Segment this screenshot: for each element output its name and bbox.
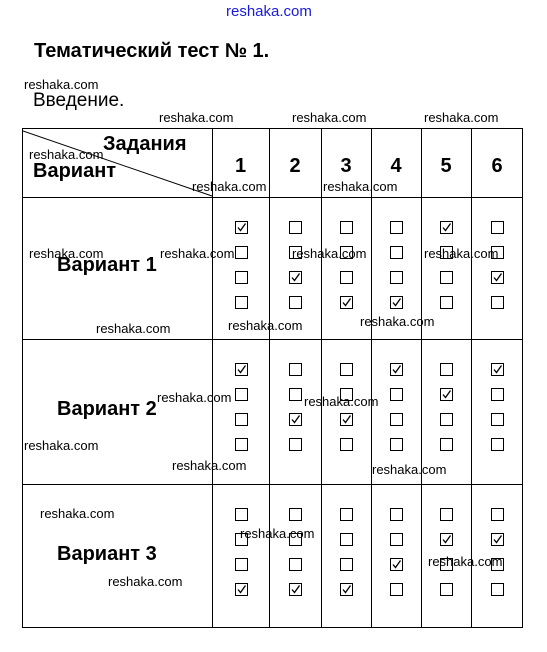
checkbox-empty[interactable] [390,388,403,401]
checkmark-icon [290,414,301,425]
checkmark-icon [492,272,503,283]
watermark-text: reshaka.com [108,574,183,589]
checkbox-empty[interactable] [289,508,302,521]
checkbox-empty[interactable] [440,583,453,596]
checkbox-checked[interactable] [235,221,248,234]
checkbox-empty[interactable] [440,296,453,309]
checkbox-empty[interactable] [235,246,248,259]
checkbox-checked[interactable] [491,271,504,284]
checkmark-icon [236,222,247,233]
checkbox-checked[interactable] [235,583,248,596]
checkbox-checked[interactable] [491,363,504,376]
checkbox-checked[interactable] [340,296,353,309]
checkbox-empty[interactable] [235,558,248,571]
checkbox-empty[interactable] [491,508,504,521]
answers-table [22,128,523,628]
variant-label-2: Вариант 2 [57,397,157,420]
checkbox-checked[interactable] [390,363,403,376]
column-divider [421,129,422,627]
column-divider [321,129,322,627]
variant-label-1: Вариант 1 [57,254,157,276]
watermark-text: reshaka.com [29,246,104,261]
watermark-text: reshaka.com [323,179,398,194]
checkmark-icon [236,584,247,595]
watermark-text: reshaka.com [96,321,171,336]
checkbox-checked[interactable] [390,558,403,571]
checkbox-empty[interactable] [340,558,353,571]
column-divider [371,129,372,627]
watermark-text: reshaka.com [159,110,234,125]
checkbox-checked[interactable] [289,413,302,426]
checkbox-empty[interactable] [440,271,453,284]
checkbox-checked[interactable] [289,271,302,284]
checkbox-empty[interactable] [491,221,504,234]
checkbox-empty[interactable] [390,413,403,426]
checkbox-empty[interactable] [235,271,248,284]
checkbox-checked[interactable] [440,533,453,546]
checkbox-empty[interactable] [289,388,302,401]
checkmark-icon [290,272,301,283]
checkbox-empty[interactable] [390,438,403,451]
column-number-2: 2 [289,155,301,177]
checkmark-icon [290,584,301,595]
header-variant-label: Вариант [33,160,117,182]
checkbox-empty[interactable] [390,271,403,284]
column-number-4: 4 [390,155,402,177]
checkbox-empty[interactable] [289,363,302,376]
page-title: Тематический тест № 1. [34,40,270,62]
watermark-text: reshaka.com [292,246,367,261]
column-number-6: 6 [491,155,503,177]
watermark-text: reshaka.com [428,554,503,569]
row-divider [23,484,522,485]
checkbox-empty[interactable] [289,438,302,451]
checkbox-empty[interactable] [491,413,504,426]
watermark-text: reshaka.com [292,110,367,125]
checkbox-empty[interactable] [491,438,504,451]
checkmark-icon [492,364,503,375]
checkbox-empty[interactable] [235,508,248,521]
checkmark-icon [441,534,452,545]
column-number-3: 3 [340,155,352,177]
checkbox-empty[interactable] [235,438,248,451]
checkmark-icon [391,559,402,570]
checkmark-icon [341,297,352,308]
checkbox-empty[interactable] [390,533,403,546]
checkbox-empty[interactable] [440,363,453,376]
checkbox-empty[interactable] [340,533,353,546]
checkbox-empty[interactable] [340,363,353,376]
watermark-text: reshaka.com [24,77,99,92]
checkbox-empty[interactable] [235,296,248,309]
checkbox-empty[interactable] [491,388,504,401]
checkbox-empty[interactable] [491,583,504,596]
checkbox-checked[interactable] [289,583,302,596]
checkmark-icon [341,414,352,425]
checkbox-empty[interactable] [440,438,453,451]
watermark-text: reshaka.com [372,462,447,477]
watermark-text: reshaka.com [424,246,499,261]
checkbox-checked[interactable] [390,296,403,309]
checkmark-icon [341,584,352,595]
checkbox-empty[interactable] [340,508,353,521]
site-watermark: reshaka.com [226,3,312,20]
checkmark-icon [391,364,402,375]
watermark-text: reshaka.com [192,179,267,194]
column-number-1: 1 [234,155,247,177]
checkbox-empty[interactable] [491,296,504,309]
checkbox-empty[interactable] [440,508,453,521]
watermark-text: reshaka.com [40,506,115,521]
watermark-text: reshaka.com [360,314,435,329]
checkbox-empty[interactable] [390,583,403,596]
row-divider [23,339,522,340]
watermark-text: reshaka.com [228,318,303,333]
checkbox-checked[interactable] [340,583,353,596]
checkbox-checked[interactable] [340,413,353,426]
checkbox-empty[interactable] [390,221,403,234]
checkbox-checked[interactable] [235,363,248,376]
watermark-text: reshaka.com [157,390,232,405]
watermark-text: reshaka.com [172,458,247,473]
checkbox-empty[interactable] [235,388,248,401]
column-number-5: 5 [440,155,452,177]
header-tasks-label: Задания [103,133,187,155]
column-divider [471,129,472,627]
section-subtitle: Введение. [33,90,125,111]
checkbox-checked[interactable] [440,221,453,234]
row-divider [23,197,522,198]
checkbox-checked[interactable] [491,533,504,546]
watermark-text: reshaka.com [160,246,235,261]
checkmark-icon [391,297,402,308]
checkmark-icon [492,534,503,545]
checkbox-empty[interactable] [235,413,248,426]
checkbox-empty[interactable] [440,413,453,426]
column-divider [269,129,270,627]
column-divider [212,129,213,627]
checkbox-empty[interactable] [340,271,353,284]
checkbox-checked[interactable] [440,388,453,401]
watermark-text: reshaka.com [240,526,315,541]
watermark-text: reshaka.com [24,438,99,453]
checkmark-icon [236,364,247,375]
checkbox-empty[interactable] [390,246,403,259]
checkbox-empty[interactable] [289,558,302,571]
variant-label-3: Вариант 3 [57,542,157,565]
checkbox-empty[interactable] [340,221,353,234]
checkbox-empty[interactable] [390,508,403,521]
checkbox-empty[interactable] [289,296,302,309]
watermark-text: reshaka.com [304,394,379,409]
checkmark-icon [441,222,452,233]
checkmark-icon [441,389,452,400]
checkbox-empty[interactable] [289,221,302,234]
watermark-text: reshaka.com [29,147,104,162]
checkbox-empty[interactable] [340,438,353,451]
watermark-text: reshaka.com [424,110,499,125]
